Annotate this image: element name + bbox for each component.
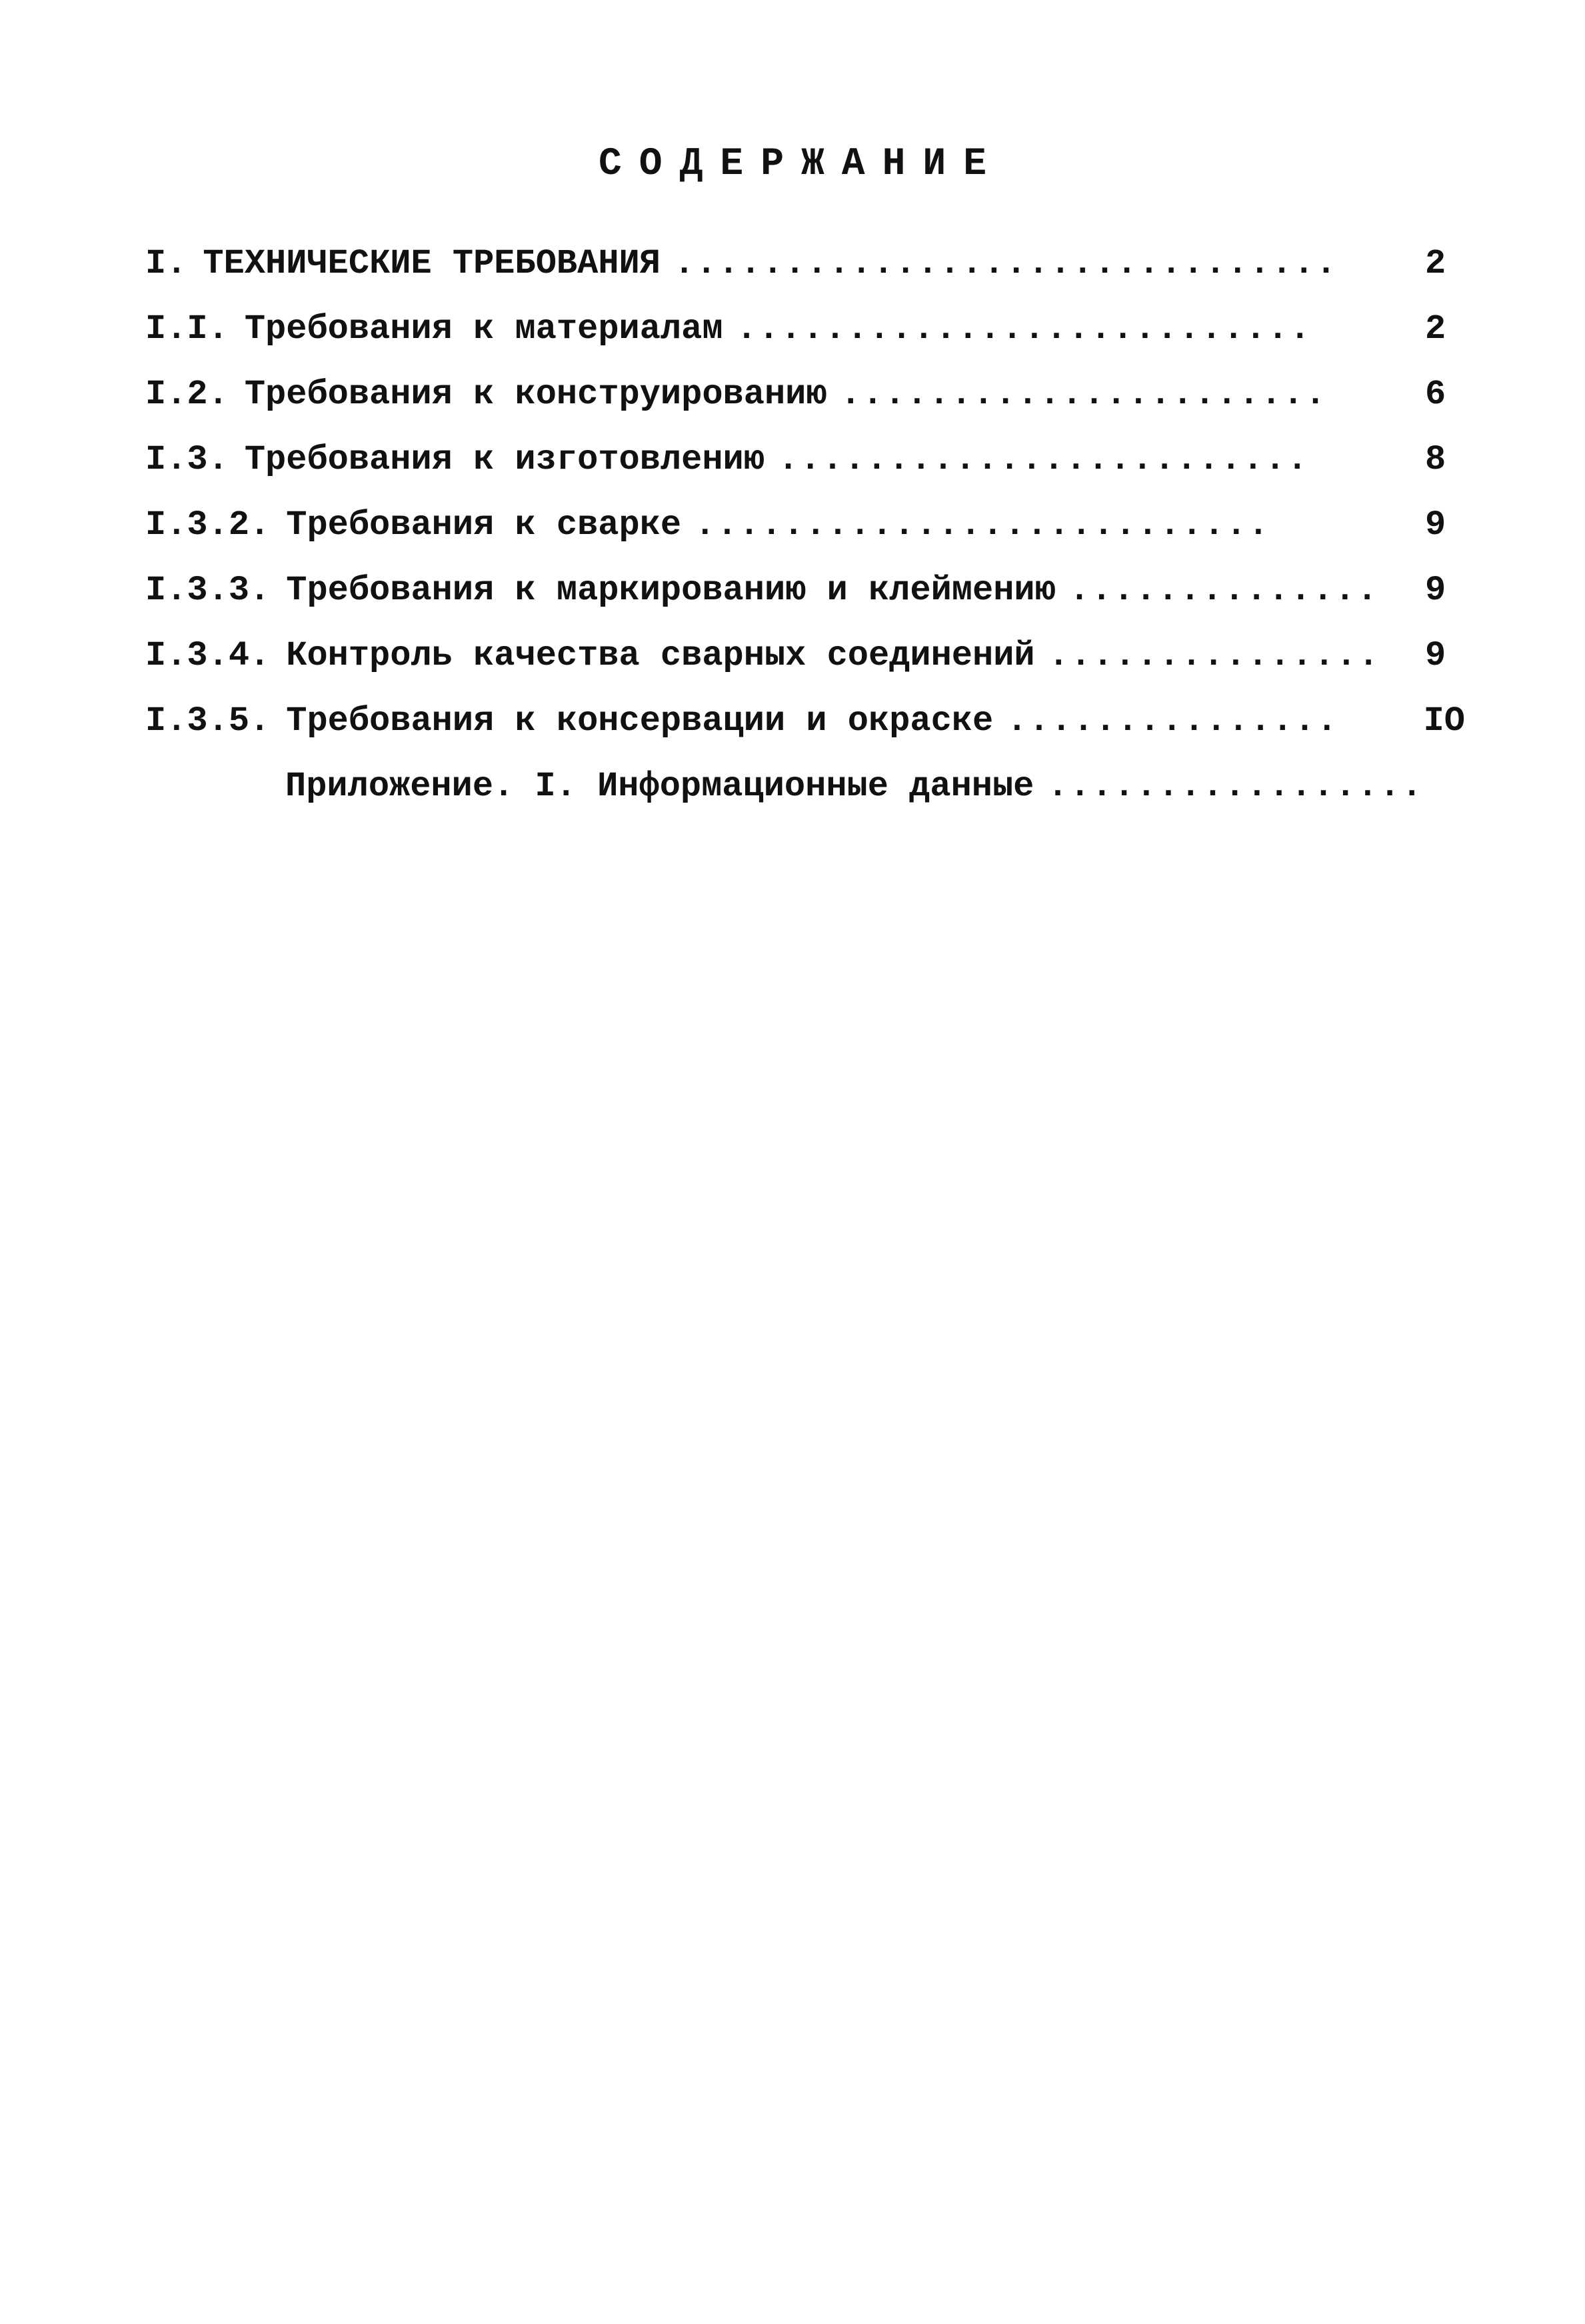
toc-entry-page: 6	[1425, 375, 1446, 414]
toc-entry-label: Требования к сварке	[286, 505, 682, 545]
toc-entry-page: 8	[1425, 440, 1446, 479]
toc-entry-page: IO	[1423, 701, 1465, 741]
toc-entry-number: I.3.5.	[145, 701, 271, 741]
toc-appendix-entry	[145, 769, 1465, 835]
toc-entry-number: I.3.4.	[145, 636, 271, 675]
toc-appendix-label: Приложение. I. Информационные данные	[285, 767, 1034, 806]
toc-entry-label: Требования к материалам	[244, 309, 723, 349]
toc-dot-leader: .................	[1047, 767, 1424, 806]
toc-entry	[145, 309, 1465, 377]
toc-entry	[145, 377, 1465, 443]
toc-dot-leader: ...............	[1006, 701, 1339, 741]
toc-entry	[145, 701, 1465, 769]
toc-dot-leader: ......................	[840, 375, 1328, 414]
toc-entry	[145, 440, 1465, 508]
toc-entry-page: 9	[1425, 571, 1446, 610]
toc-entry-page: 2	[1425, 309, 1446, 349]
toc-dot-leader: ...............	[1048, 636, 1380, 675]
table-of-contents	[145, 244, 1465, 835]
toc-entry-page: 2	[1425, 244, 1446, 283]
toc-entry	[145, 573, 1465, 639]
toc-entry-number: I.	[145, 244, 187, 283]
toc-entry-label: Требования к изготовлению	[244, 440, 765, 479]
toc-entry-page: 9	[1425, 505, 1446, 545]
toc-dot-leader: ..............	[1068, 571, 1379, 610]
toc-dot-leader: ..........................	[736, 309, 1312, 349]
toc-entry-number: I.3.	[145, 440, 229, 479]
toc-entry-number: I.3.3.	[145, 571, 271, 610]
toc-entry	[145, 505, 1465, 573]
toc-dot-leader: ..............................	[673, 244, 1338, 283]
toc-entry-label: Требования к маркированию и клеймению	[286, 571, 1056, 610]
toc-entry	[145, 244, 1465, 312]
toc-entry-page: 9	[1425, 636, 1446, 675]
page-title: СОДЕРЖАНИЕ	[598, 143, 1004, 186]
toc-entry-number: I.3.2.	[145, 505, 271, 545]
toc-dot-leader: ........................	[777, 440, 1309, 479]
toc-entry-number: I.I.	[145, 309, 229, 349]
toc-entry-label: Контроль качества сварных соединений	[286, 636, 1035, 675]
toc-dot-leader: ..........................	[695, 505, 1270, 545]
toc-entry-label: Требования к конструированию	[244, 375, 827, 414]
toc-entry-label: Требования к консервации и окраске	[286, 701, 994, 741]
toc-entry	[145, 636, 1465, 704]
toc-entry-number: I.2.	[145, 375, 229, 414]
toc-entry-label: ТЕХНИЧЕСКИЕ ТРЕБОВАНИЯ	[203, 244, 661, 283]
